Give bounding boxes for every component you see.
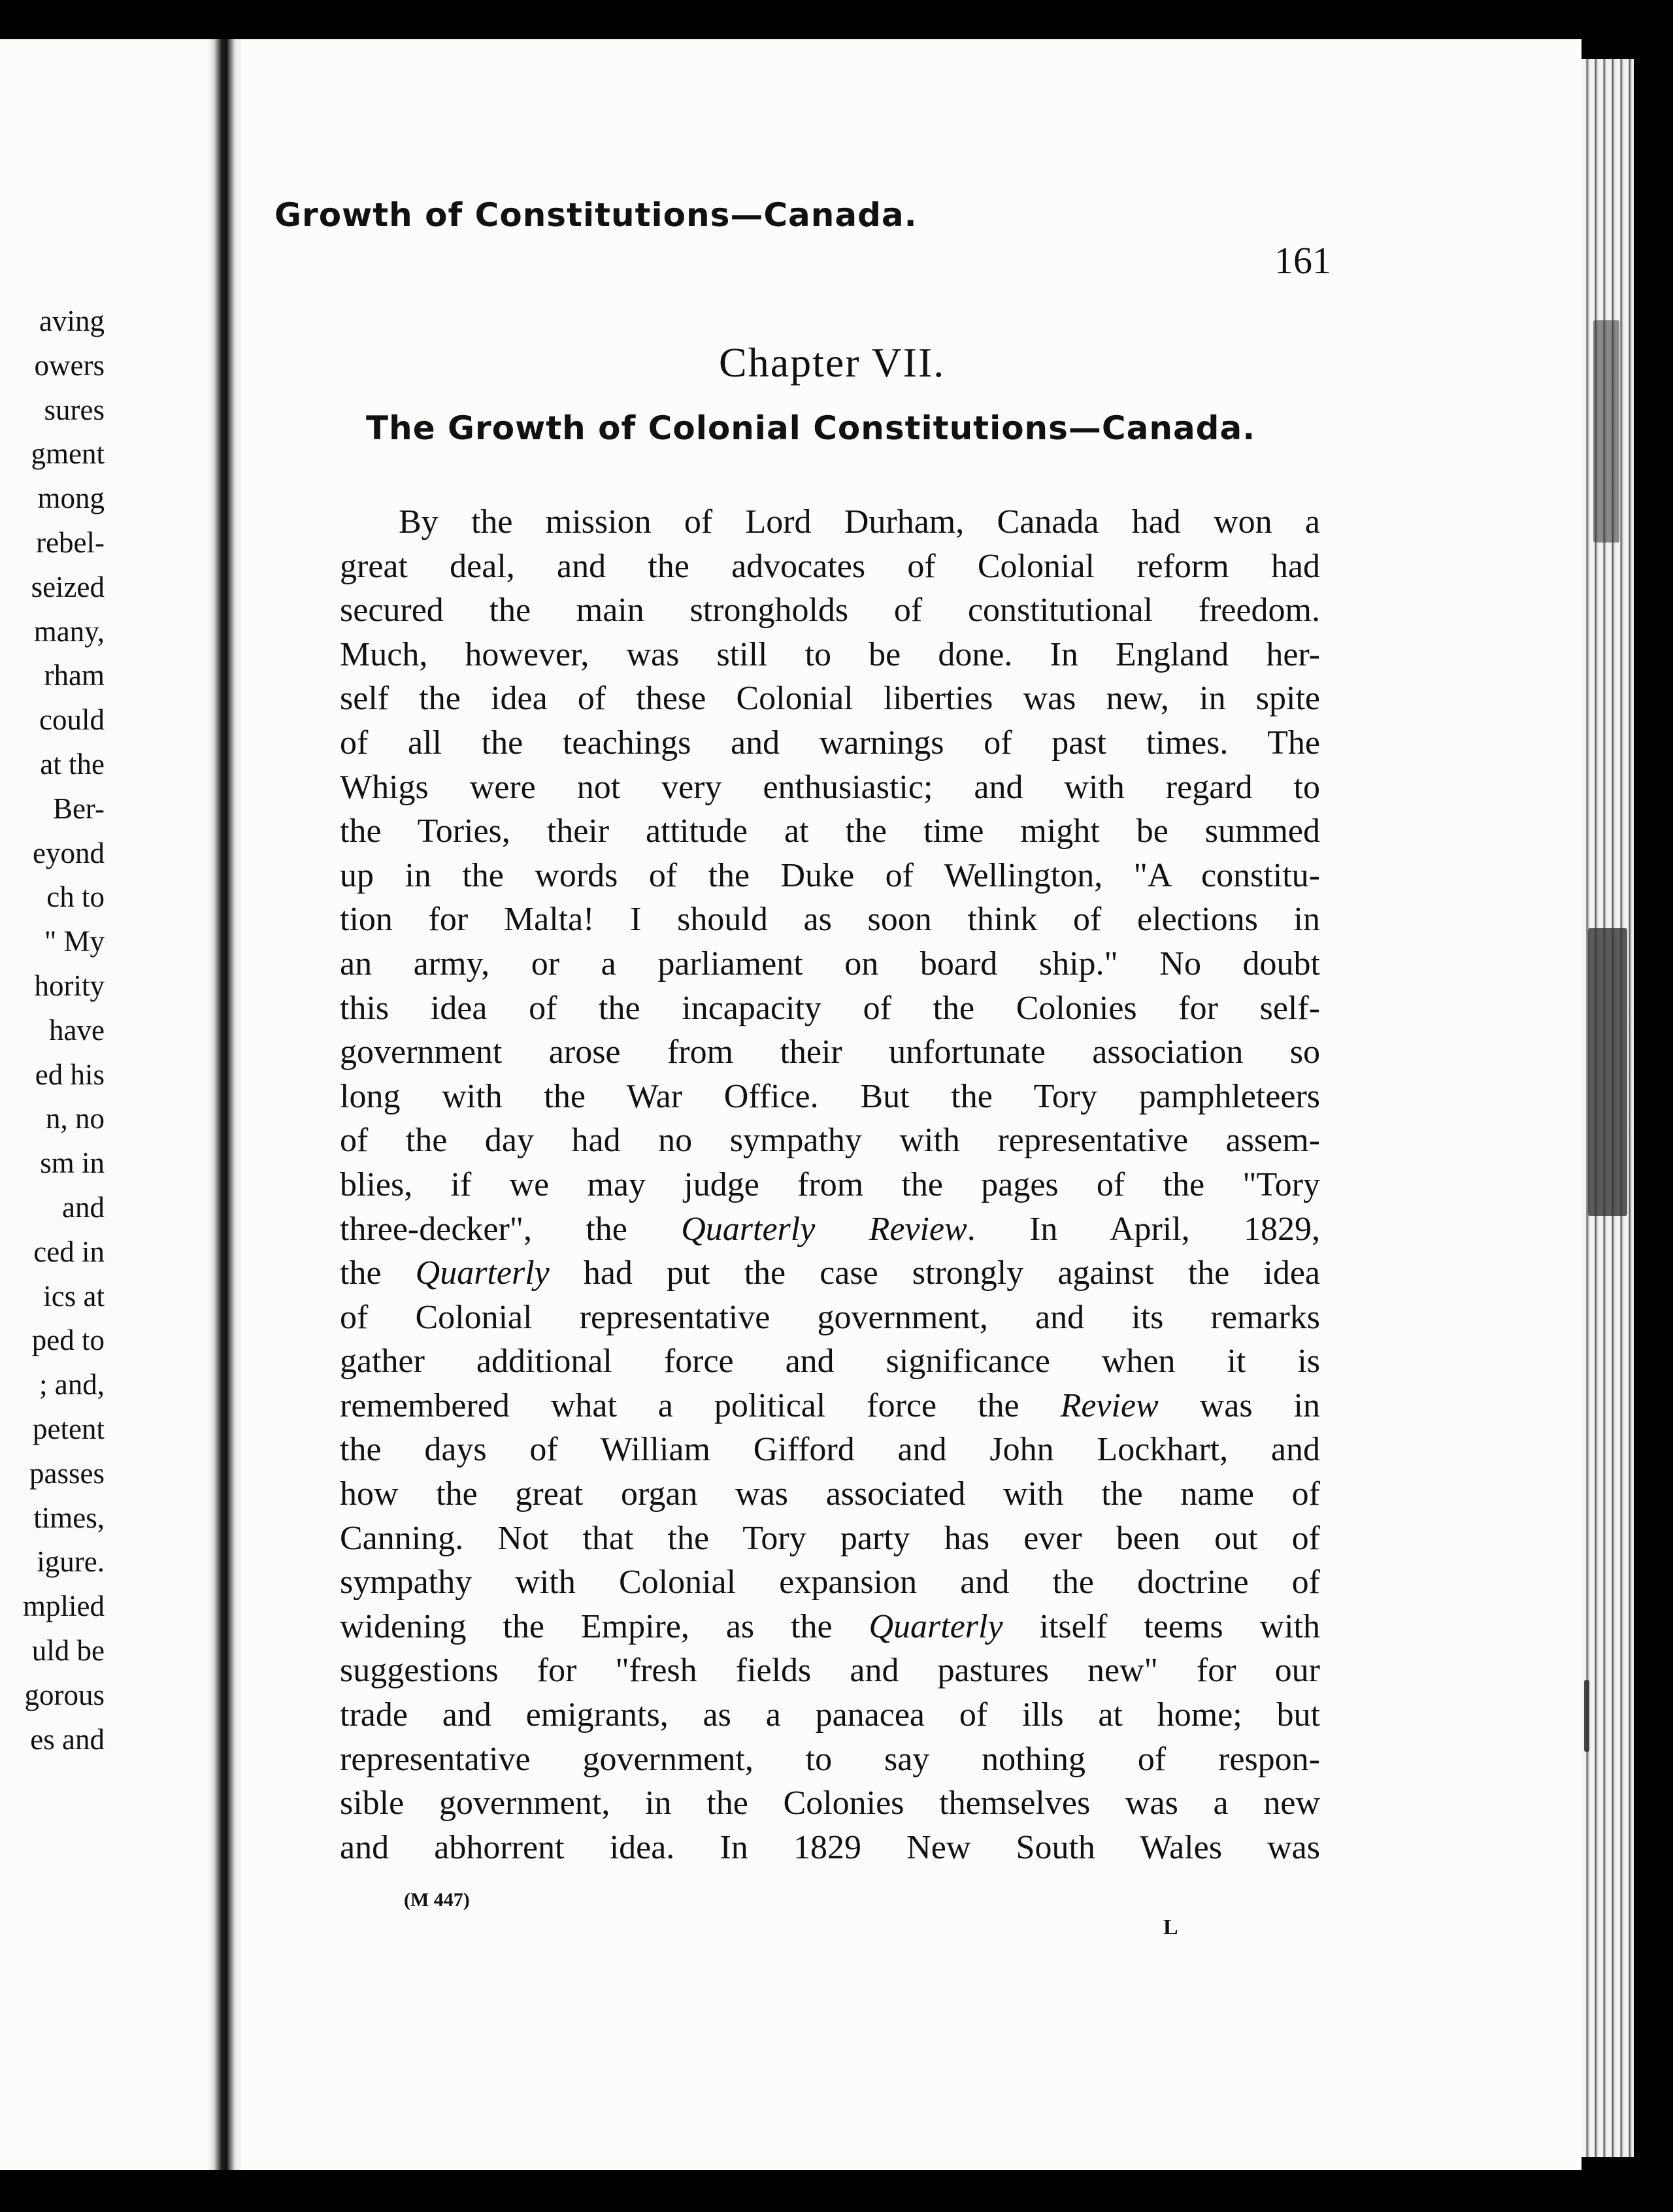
- left-page-line: at the: [40, 747, 105, 780]
- body-line: gather additional force and significance when it is: [340, 1343, 1320, 1381]
- body-line: secured the main strongholds of constitutional freedom.: [340, 592, 1320, 629]
- left-page-line: ; and,: [39, 1368, 105, 1401]
- body-line: up in the words of the Duke of Wellington, "A constitu-: [340, 856, 1320, 894]
- body-line: By the mission of Lord Durham, Canada had won a: [399, 503, 1320, 541]
- body-line: remembered what a political force the Review was in: [340, 1386, 1320, 1424]
- left-page-line: ced in: [33, 1235, 105, 1268]
- left-page-line: rebel-: [36, 526, 105, 559]
- body-line: how the great organ was associated with the name of: [340, 1475, 1320, 1513]
- left-page-line: many,: [33, 614, 105, 648]
- left-page-line: rham: [44, 659, 105, 692]
- left-page-line: ped to: [31, 1324, 105, 1357]
- running-head: Growth of Constitutions—Canada.: [274, 196, 918, 234]
- left-page-line: mong: [37, 482, 105, 515]
- left-page-line: sm in: [40, 1147, 105, 1180]
- left-page-line: es and: [30, 1722, 105, 1756]
- body-line: the days of William Gifford and John Lockhart, and: [340, 1431, 1320, 1469]
- left-page-line: ch to: [46, 880, 105, 914]
- left-page-line: " My: [44, 925, 105, 958]
- left-page-line: ics at: [43, 1279, 105, 1313]
- book-gutter: [208, 39, 242, 2170]
- body-line: suggestions for "fresh fields and pastures new" for our: [340, 1652, 1320, 1690]
- body-line: Much, however, was still to be done. In England her-: [340, 635, 1320, 673]
- body-line: the Quarterly had put the case strongly against the idea: [340, 1254, 1320, 1292]
- body-line: this idea of the incapacity of the Colonies for self-: [340, 989, 1320, 1027]
- left-facing-page: [0, 39, 208, 2170]
- left-page-line: gorous: [24, 1678, 105, 1711]
- body-line: of all the teachings and warnings of past times. The: [340, 724, 1320, 762]
- left-page-line: sures: [44, 393, 105, 426]
- body-line: three-decker", the Quarterly Review. In April, 1829,: [340, 1210, 1320, 1248]
- chapter-number: Chapter VII.: [719, 339, 946, 386]
- chapter-title: The Growth of Colonial Constitutions—Canada.: [366, 409, 1256, 447]
- left-page-text: [0, 299, 105, 1762]
- page-edges: [1582, 59, 1634, 2157]
- left-page-line: hority: [34, 969, 105, 1002]
- edge-mark: [1588, 928, 1627, 1216]
- left-page-line: have: [49, 1013, 105, 1047]
- left-page-line: and: [62, 1190, 105, 1224]
- left-page-line: igure.: [37, 1545, 105, 1579]
- body-line: of Colonial representative government, and its remarks: [340, 1298, 1320, 1336]
- body-line: sible government, in the Colonies themselves was a new: [340, 1785, 1320, 1822]
- body-line: blies, if we may judge from the pages of the "Tory: [340, 1165, 1320, 1203]
- left-page-line: n, no: [46, 1102, 105, 1135]
- body-line: Canning. Not that the Tory party has ever been out of: [340, 1519, 1320, 1557]
- left-page-line: owers: [34, 348, 105, 382]
- left-page-line: Ber-: [52, 792, 105, 825]
- left-page-line: could: [39, 703, 105, 737]
- body-line: self the idea of these Colonial liberties was new, in spite: [340, 680, 1320, 718]
- signature-code: (M 447): [404, 1889, 470, 1911]
- edge-mark: [1593, 320, 1619, 543]
- left-page-line: seized: [31, 570, 105, 603]
- body-line: and abhorrent idea. In 1829 New South Wales was: [340, 1828, 1320, 1866]
- body-line: widening the Empire, as the Quarterly itself teems with: [340, 1607, 1321, 1645]
- body-line: representative government, to say nothing of respon-: [340, 1740, 1320, 1778]
- left-page-line: aving: [39, 305, 105, 337]
- body-line: tion for Malta! I should as soon think of elections in: [340, 901, 1320, 939]
- body-line: the Tories, their attitude at the time might be summed: [340, 813, 1320, 850]
- left-page-line: petent: [33, 1412, 105, 1445]
- body-text: [340, 500, 1320, 1869]
- body-line: trade and emigrants, as a panacea of ills at home; but: [340, 1696, 1320, 1734]
- left-page-line: times,: [33, 1501, 105, 1534]
- body-line: an army, or a parliament on board ship." No doubt: [340, 945, 1320, 982]
- left-page-line: mplied: [23, 1590, 105, 1623]
- body-line: great deal, and the advocates of Colonial reform had: [340, 547, 1320, 585]
- left-page-line: gment: [31, 437, 105, 471]
- left-page-line: passes: [29, 1456, 105, 1490]
- body-line: of the day had no sympathy with representative assem-: [340, 1122, 1320, 1160]
- edge-mark: [1584, 1680, 1589, 1752]
- body-line: long with the War Office. But the Tory pamphleteers: [340, 1077, 1320, 1115]
- body-line: Whigs were not very enthusiastic; and with regard to: [340, 768, 1320, 806]
- left-page-line: ed his: [35, 1058, 105, 1091]
- signature-letter: L: [1163, 1915, 1178, 1939]
- body-line: government arose from their unfortunate association so: [340, 1033, 1320, 1071]
- page-number: 161: [1274, 239, 1331, 282]
- left-page-line: uld be: [31, 1634, 105, 1667]
- body-line: sympathy with Colonial expansion and the doctrine of: [340, 1564, 1320, 1601]
- left-page-line: eyond: [33, 836, 105, 869]
